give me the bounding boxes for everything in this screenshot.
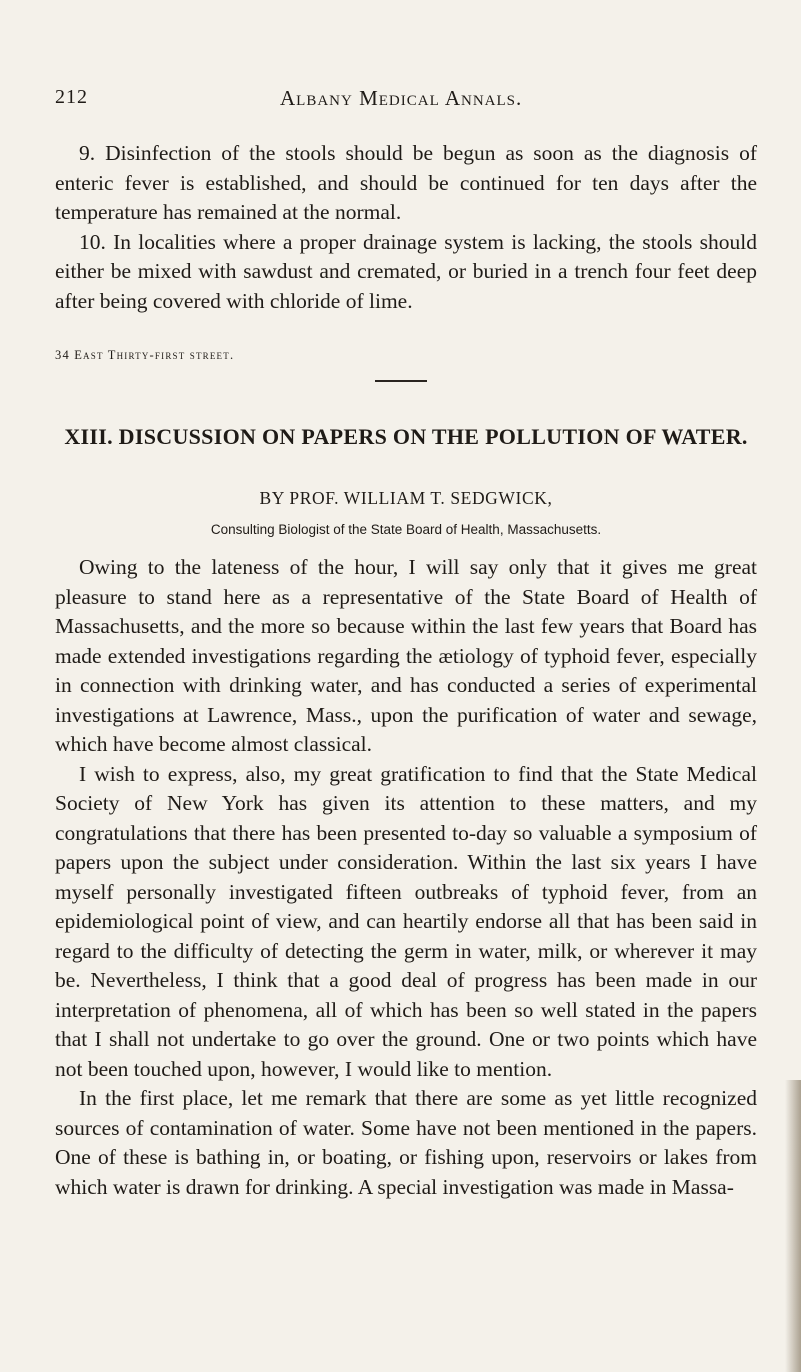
author-affiliation: Consulting Biologist of the State Board of Health, Massachusetts.	[210, 522, 602, 537]
discussion-body	[55, 553, 757, 1202]
author-address: 34 East Thirty-first street.	[55, 348, 235, 362]
paragraph-item-9: 9. Disinfection of the stools should be begun as soon as the diagnosis of enteric fever is established, and should be continued for ten days after the temperature has remained at the normal.	[55, 141, 757, 224]
page-header	[55, 86, 755, 116]
paragraph-item-10: 10. In localities where a proper drainage system is lacking, the stools should either be mixed with sawdust and cremated, or buried in a trench four feet deep after being covered with chloride of lime.	[55, 229, 757, 313]
page-edge-stain	[785, 1080, 801, 1372]
section-divider	[375, 380, 427, 382]
body-paragraph: I wish to express, also, my great gratification to find that the State Medical Society of New York has given its attention to these matters, and my congratulations that there has been presented to-day so valuable a symposium of papers upon the subject under consideration. Within the last six years I have myself personally investigated fifteen outbreaks of typhoid fever, from an epidemiological point of view, and can heartily endorse all that has been said in regard to the difficulty of detecting the germ in water, milk, or wherever it may be. Nevertheless, I think that a good deal of progress has been made in our interpretation of phenomena, all of which has been so well stated in the papers that I shall not undertake to go over the ground. One or two points which have not been touched upon, however, I would like to mention.	[55, 761, 757, 1081]
page-number: 212	[55, 86, 88, 108]
section-title: XIII. DISCUSSION ON PAPERS ON THE POLLUTION OF WATER.	[64, 424, 748, 449]
author-byline: BY PROF. WILLIAM T. SEDGWICK,	[259, 488, 553, 508]
top-paragraphs	[55, 139, 757, 316]
body-paragraph: In the first place, let me remark that there are some as yet little recognized sources of contamination of water. Some have not been mentioned in the papers. One of these is bathing in, or boating, or fishing upon, reservoirs or lakes from which water is drawn for drinking. A special investigation was made in Massa-	[55, 1086, 757, 1199]
running-head: Albany Medical Annals.	[280, 86, 523, 110]
body-paragraph: Owing to the lateness of the hour, I will say only that it gives me great pleasure to stand here as a representative of the State Board of Health of Massachusetts, and the more so because within the last few years that Board has made extended investigations regarding the ætiology of typhoid fever, especially in connection with drinking water, and has conducted a series of experimental investigations at Lawrence, Mass., upon the purification of water and sewage, which have become almost classical.	[55, 555, 757, 756]
